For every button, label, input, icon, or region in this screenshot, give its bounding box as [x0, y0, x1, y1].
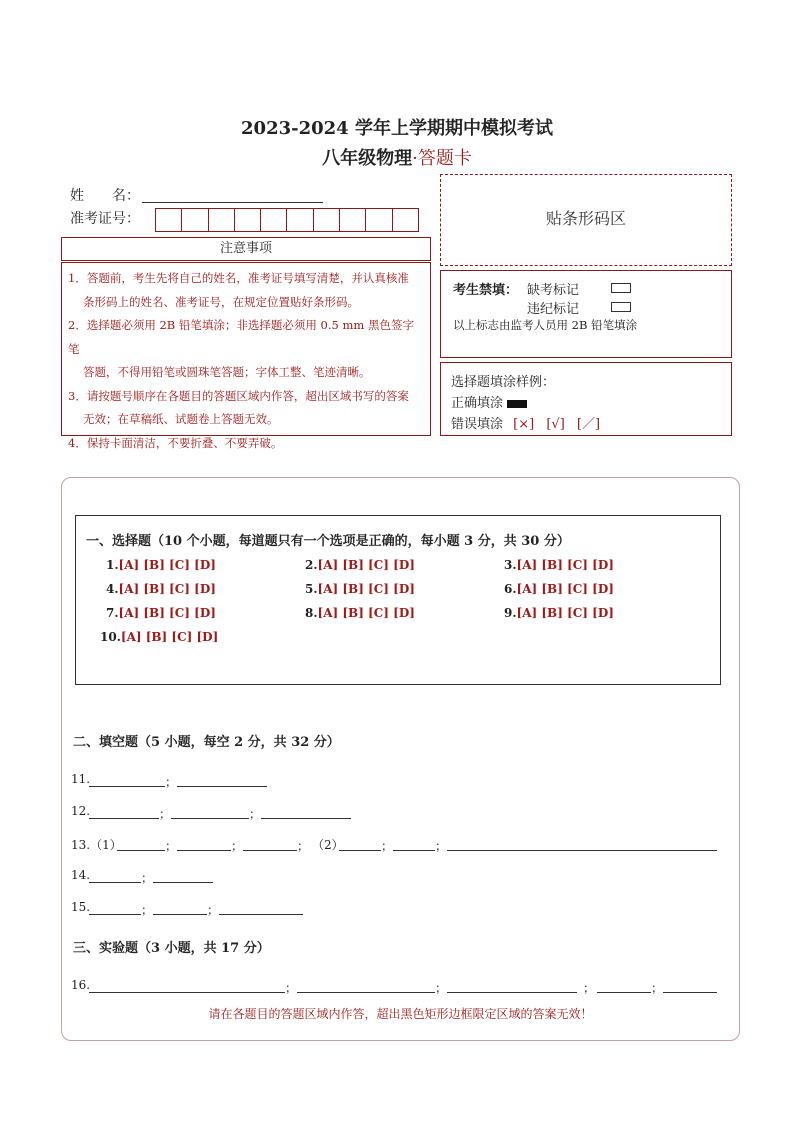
- correct-fill-label: 正确填涂: [451, 396, 504, 411]
- separator: ；: [435, 981, 448, 995]
- separator: ；: [651, 981, 664, 995]
- notice-item-3: 3．请按题号顺序在各题目的答题区域内作答，超出区域书写的答案: [68, 388, 409, 403]
- wrong-mark-slash: [／]: [576, 417, 601, 432]
- id-cell[interactable]: [208, 208, 234, 232]
- q13-blank-6[interactable]: [447, 836, 717, 851]
- id-cell[interactable]: [313, 208, 339, 232]
- mc-question-8[interactable]: 8.[A] [B] [C] [D]: [305, 606, 415, 620]
- mc-question-1[interactable]: 1.[A] [B] [C] [D]: [106, 558, 216, 572]
- q16-blank-2[interactable]: [297, 978, 435, 993]
- exam-title: 2023-2024 学年上学期期中模拟考试: [241, 118, 553, 139]
- mc-question-4[interactable]: 4.[A] [B] [C] [D]: [106, 582, 216, 596]
- mc-question-7[interactable]: 7.[A] [B] [C] [D]: [106, 606, 216, 620]
- examiner-only-box: [440, 270, 732, 358]
- id-cell[interactable]: [339, 208, 365, 232]
- q14-blank-1[interactable]: [89, 868, 141, 883]
- separator: ；: [231, 839, 244, 853]
- absent-mark-label: 缺考标记: [527, 283, 580, 298]
- id-cell[interactable]: [260, 208, 286, 232]
- id-number-grid[interactable]: [155, 208, 419, 232]
- q16-blank-4[interactable]: [597, 978, 651, 993]
- q13-blank-4[interactable]: [339, 836, 381, 851]
- id-label: 准考证号：: [70, 211, 140, 227]
- absent-mark-box[interactable]: [611, 283, 631, 293]
- section3-title: 三、实验题（3 小题，共 17 分）: [73, 941, 270, 956]
- wrong-mark-check: [√]: [546, 417, 565, 432]
- correct-fill-row: [451, 392, 527, 411]
- q16-label: 16.: [71, 978, 91, 992]
- subtitle-dot: ·: [412, 148, 418, 169]
- mc-question-3[interactable]: 3.[A] [B] [C] [D]: [504, 558, 614, 572]
- id-cell[interactable]: [365, 208, 391, 232]
- notice-item-1: 1．答题前，考生先将自己的姓名，准考证号填写清楚，并认真核准: [68, 271, 409, 285]
- separator: ；: [141, 871, 154, 885]
- q15-blank-3[interactable]: [219, 900, 303, 915]
- answer-area-warning: 请在各题目的答题区域内作答，超出黑色矩形边框限定区域的答案无效！: [208, 1007, 593, 1021]
- separator: ；: [249, 807, 262, 821]
- q12-blank-1[interactable]: [89, 804, 159, 819]
- q12-blank-3[interactable]: [261, 804, 351, 819]
- q14-blank-2[interactable]: [153, 868, 213, 883]
- subject-name: 八年级物理: [322, 148, 413, 169]
- id-cell[interactable]: [181, 208, 207, 232]
- section1-title: 一、选择题（10 个小题，每道题只有一个选项是正确的，每小题 3 分，共 30 分）: [86, 534, 570, 549]
- separator: ；: [165, 839, 178, 853]
- q13-blank-1[interactable]: [117, 836, 165, 851]
- q14-label: 14.: [71, 868, 91, 882]
- separator: ；: [165, 775, 178, 789]
- violation-mark-label: 违纪标记: [527, 302, 580, 317]
- notice-title: 注意事项: [61, 237, 431, 261]
- wrong-fill-label: 错误填涂: [451, 417, 504, 432]
- violation-mark-box[interactable]: [611, 302, 631, 312]
- id-cell[interactable]: [155, 208, 181, 232]
- mc-question-5[interactable]: 5.[A] [B] [C] [D]: [305, 582, 415, 596]
- sample-title: 选择题填涂样例：: [451, 375, 556, 390]
- notice-item-4: 4．保持卡面清洁，不要折叠、不要弄破。: [68, 435, 283, 450]
- q15-blank-1[interactable]: [89, 900, 141, 915]
- id-cell[interactable]: [286, 208, 312, 232]
- q15-label: 15.: [71, 900, 91, 914]
- q11-blank-1[interactable]: [89, 772, 165, 787]
- answer-sheet-label: 答题卡: [417, 148, 472, 169]
- section2-title: 二、填空题（5 小题，每空 2 分，共 32 分）: [73, 735, 340, 750]
- name-label: 姓 名：: [70, 188, 140, 204]
- wrong-mark-cross: [×]: [513, 417, 535, 432]
- separator: ；: [207, 903, 220, 917]
- mc-question-2[interactable]: 2.[A] [B] [C] [D]: [305, 558, 415, 572]
- q12-blank-2[interactable]: [171, 804, 249, 819]
- q11-blank-2[interactable]: [177, 772, 267, 787]
- q16-blank-5[interactable]: [663, 978, 717, 993]
- forbid-note: 以上标志由监考人员用 2B 铅笔填涂: [453, 318, 638, 332]
- q16-blank-1[interactable]: [89, 978, 285, 993]
- separator: ；: [435, 839, 448, 853]
- q13-blank-5[interactable]: [393, 836, 435, 851]
- wrong-fill-row: [451, 413, 600, 432]
- q12-label: 12.: [71, 804, 91, 818]
- fill-sample-box: [440, 362, 732, 436]
- filled-bar-icon: [507, 400, 527, 408]
- separator: ；: [159, 807, 172, 821]
- multiple-choice-box: [75, 515, 721, 685]
- separator: ；: [141, 903, 154, 917]
- mc-question-6[interactable]: 6.[A] [B] [C] [D]: [504, 582, 614, 596]
- id-cell[interactable]: [234, 208, 260, 232]
- q13-label: 13.（1）: [71, 838, 122, 852]
- q15-blank-2[interactable]: [153, 900, 207, 915]
- separator: ；: [583, 981, 596, 995]
- q16-blank-3[interactable]: [447, 978, 577, 993]
- q13-part2-label: （2）: [312, 838, 344, 852]
- name-field[interactable]: [142, 184, 323, 203]
- mc-question-10[interactable]: 10.[A] [B] [C] [D]: [100, 630, 219, 644]
- notice-item-2: 2．选择题必须用 2B 铅笔填涂；非选择题必须用 0.5 mm 黑色签字笔: [68, 318, 414, 356]
- separator: ；: [381, 839, 394, 853]
- notice-body: 1．答题前，考生先将自己的姓名，准考证号填写清楚，并认真核准 条形码上的姓名、准考证号，在规定位置贴好条形码。 2．选择题必须用 2B 铅笔填涂；非选择题必须用 0.5 mm 黑色签字笔 答题，不得用铅笔或圆珠笔答题；字体工整、笔迹清晰。 3．请按题号顺序在各题目的答题区域内作答，超出区域书写的答案 无效；在草稿纸、试题卷上答题无效。 4．保持卡面清洁，不要折叠、不要弄破。: [61, 262, 431, 436]
- exam-subtitle: [0, 144, 794, 170]
- mc-question-9[interactable]: 9.[A] [B] [C] [D]: [504, 606, 614, 620]
- q13-blank-2[interactable]: [177, 836, 231, 851]
- barcode-area: 贴条形码区: [440, 174, 732, 266]
- id-cell[interactable]: [392, 208, 419, 232]
- separator: ；: [285, 981, 298, 995]
- separator: ；: [297, 839, 310, 853]
- q11-label: 11.: [71, 772, 91, 786]
- forbid-label: 考生禁填：: [453, 283, 519, 298]
- q13-blank-3[interactable]: [243, 836, 297, 851]
